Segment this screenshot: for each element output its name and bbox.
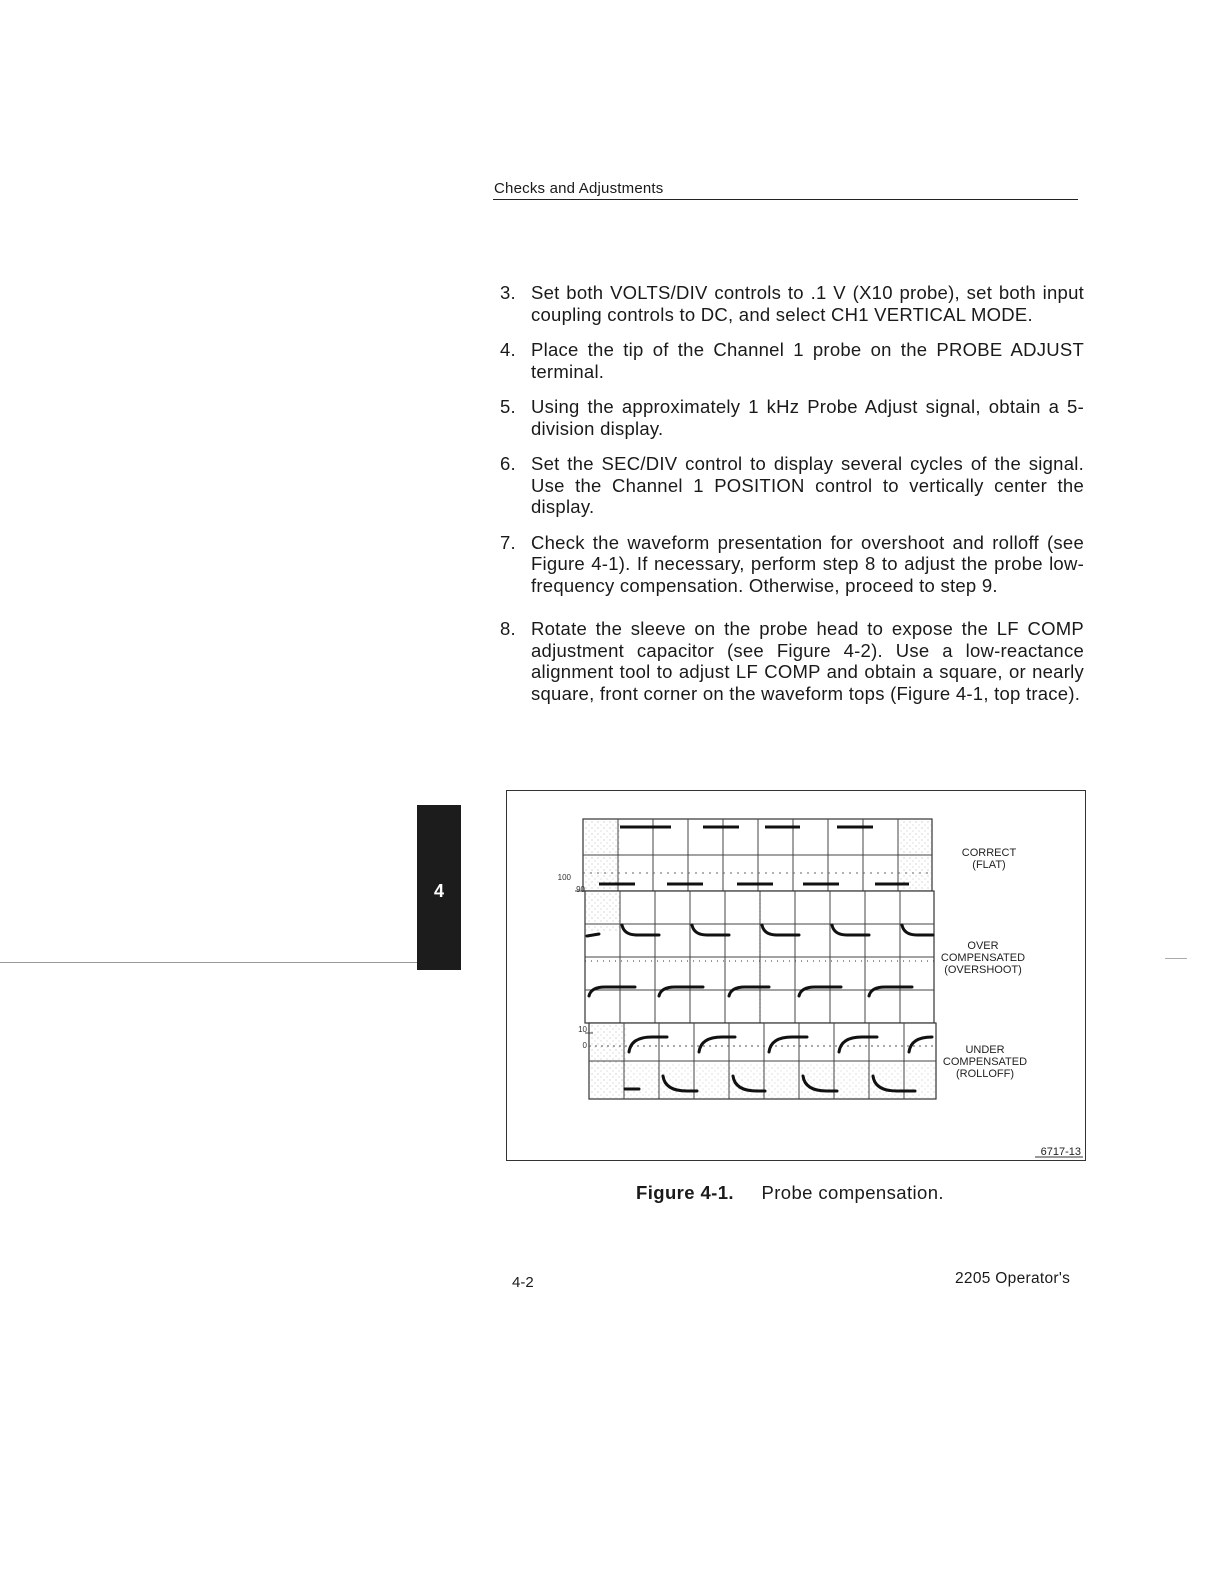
header-rule [493,199,1078,200]
procedure-steps [500,282,1084,718]
label-under-compensated: COMPENSATED [942,1056,1028,1068]
label-over-compensated: COMPENSATED [940,952,1026,964]
figure-caption [636,1182,944,1204]
running-header: Checks and Adjustments [494,180,664,197]
step-number: 6. [500,453,516,474]
figure-reference-number: 6717-13 [1040,1146,1081,1158]
step-3 [500,282,1084,325]
label-overshoot: (OVERSHOOT) [944,964,1022,976]
step-text: Check the waveform presentation for overshoot and rolloff (see Figure 4-1). If necessary, perform step 8 to adjust the probe low-frequency compensation. Otherwise, proceed to step 9. [531,531,1084,596]
label-correct: CORRECT [961,847,1017,859]
step-text: Using the approximately 1 kHz Probe Adjust signal, obtain a 5-division display. [531,396,1084,439]
step-text: Place the tip of the Channel 1 probe on the PROBE ADJUST terminal. [531,339,1084,382]
step-number: 8. [500,618,516,639]
step-number: 5. [500,396,516,417]
margin-rule-right [1165,958,1187,959]
figure-4-1 [506,790,1086,1161]
graticule-label-10: 10 [578,1025,587,1034]
step-text: Set both VOLTS/DIV controls to .1 V (X10 probe), set both input coupling controls to DC, and select CH1 VERTICAL MODE. [531,282,1084,325]
step-text: Rotate the sleeve on the probe head to expose the LF COMP adjustment capacitor (see Figure 4-2). Use a low-reactance alignment tool to adjust LF COMP and obtain a square, or nearly square, front corner on the waveform tops (Figure 4-1, top trace). [531,618,1084,704]
figure-caption-label: Figure 4-1. [636,1182,734,1203]
section-tab-marker [417,805,461,970]
margin-rule-left [0,962,418,963]
label-rolloff: (ROLLOFF) [955,1068,1015,1080]
step-7 [500,532,1084,597]
screen-overcompensated [585,891,1025,1023]
step-text: Set the SEC/DIV control to display several cycles of the signal. Use the Channel 1 POSITION control to vertically center the display. [531,453,1084,517]
graticule-label-90: 90 [576,885,585,894]
manual-name: 2205 Operator's [955,1270,1071,1287]
graticule-label-100: 100 [557,873,571,882]
page-number: 4-2 [512,1274,534,1291]
step-8 [500,618,1084,704]
probe-compensation-diagram [507,791,1085,1160]
section-tab-label: 4 [433,881,444,901]
step-5 [500,396,1084,439]
step-6 [500,453,1084,518]
step-number: 4. [500,339,516,360]
step-4 [500,339,1084,382]
label-flat: (FLAT) [972,859,1006,871]
step-number: 3. [500,282,516,303]
label-over: OVER [967,940,999,952]
label-under: UNDER [965,1044,1005,1056]
figure-caption-text: Probe compensation. [761,1182,944,1203]
screen-undercompensated [578,1023,1027,1099]
graticule-label-0: 0 [582,1041,587,1050]
step-number: 7. [500,531,516,553]
screen-correct [558,819,1017,894]
